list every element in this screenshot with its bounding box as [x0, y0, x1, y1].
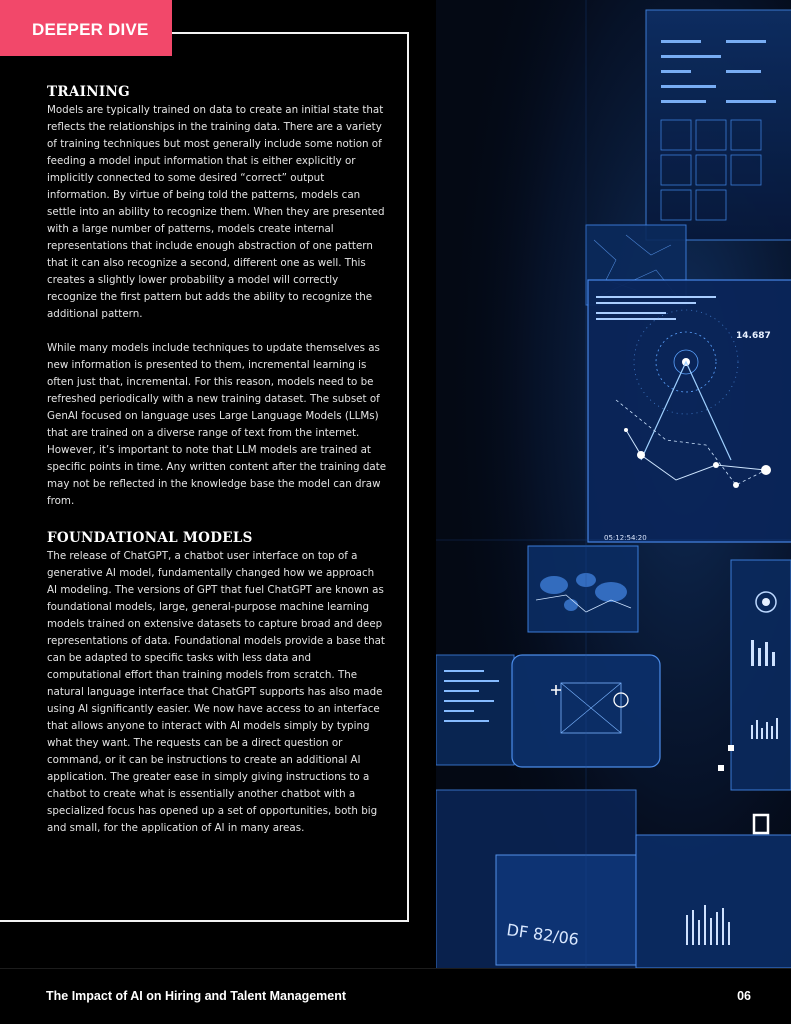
section-heading: TRAINING [47, 84, 130, 100]
artwork-readout: 14.687 [736, 331, 771, 341]
section-foundational-models [47, 530, 387, 837]
frame-right-border [407, 32, 409, 922]
section-training [47, 84, 387, 510]
frame-top-border [172, 32, 409, 34]
section-text [47, 548, 387, 837]
article-body [47, 84, 387, 854]
section-text [47, 102, 387, 510]
artwork-readout: 05:12:54:20 [604, 534, 647, 542]
paragraph: Models are typically trained on data to create an initial state that reflects the relationships in the training data. There are a variety of training techniques but most generally include some notion of feeding a model input information that is either explicitly or implicitly connected to some desired “correct” output information. By virtue of being told the patterns, models can settle into an ability to recognize them. When they are presented with a large number of patterns, models create internal representations that include enough abstraction of one pattern that it can also recognize a second, different one as well. This creates a slightly lower probability a model will correctly recognize the first pattern but adds the ability to recognize the additional pattern. [47, 104, 385, 320]
paragraph: While many models include techniques to update themselves as new information is presented to them, incremental learning is often just that, incremental. For this reason, models need to be refreshed periodically with a new training dataset. The subset of GenAI focused on language uses Large Language Models (LLMs) that are trained on a diverse range of text from the internet. However, it’s important to note that LLM models are trained at specific points in time. Any written content after the training date may not be reflected in the knowledge base the model can draw from. [47, 342, 387, 507]
footer-divider [0, 968, 791, 969]
footer-title: The Impact of AI on Hiring and Talent Management [46, 989, 347, 1003]
futuristic-data-interface-image [436, 0, 791, 968]
section-heading: FOUNDATIONAL MODELS [47, 530, 253, 546]
frame-bottom-border [0, 920, 409, 922]
artwork-readout: DF 82/06 [505, 920, 581, 950]
page-number: 06 [737, 989, 751, 1003]
paragraph: The release of ChatGPT, a chatbot user interface on top of a generative AI model, fundamentally changed how we approach AI modeling. The versions of GPT that fuel ChatGPT are known as foundational models, large, general-purpose machine learning models trained on extensive datasets to capture broad and deep representations of data. Foundational models provide a base that can be adapted to specific tasks with less data and computational effort than training models from scratch. The natural language interface that ChatGPT supports has also made using AI significantly easier. We now have access to an interface that allows anyone to interact with AI models simply by typing what they want. The requests can be a direct question or command, or it can be instructions to create an additional AI application. The greater ease in simply giving instructions to a chatbot to create what is essentially another chatbot with a specialized focus has opened up a set of opportunities, both big and small, for the application of AI in many areas. [47, 550, 385, 834]
section-tag: DEEPER DIVE [0, 0, 172, 56]
